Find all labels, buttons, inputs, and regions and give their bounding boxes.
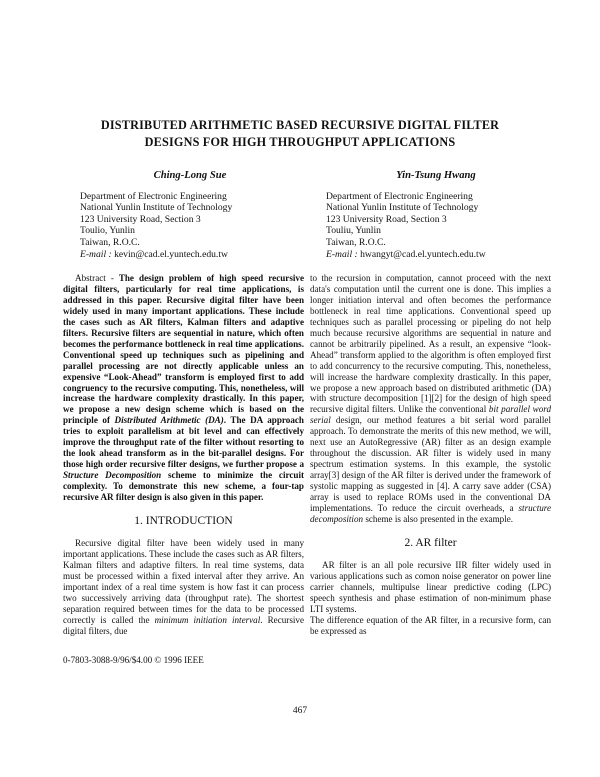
abstract-da-term: Distributed Arithmetic (DA): [114, 415, 224, 426]
abstract-text-a: The design problem of high speed recursive digital filters, particularly for real time applications, is addressed in this paper. Recursive digital filter have been widely used in many important applications. These include the cases such as AR filters, Kalman filters and adaptive filters. Recursive filters are sequential in nature, which often becomes the performance bottleneck in real time applications. Conventional speed up techniques such as pipelining and parallel processing are not directly applicable unless an expensive “Look-Ahead” transform is employed first to add congruency to the recursive computing. This, nonetheless, will increase the hardware complexity drastically. In this paper, we propose a new design scheme which is based on the principle of: [63, 273, 304, 426]
author-email-label: E-mail :: [80, 248, 112, 260]
continued-paragraph: [310, 273, 551, 525]
copyright-notice: 0-7803-3088-9/96/$4.00 © 1996 IEEE: [63, 655, 204, 665]
cont-term-1: bit parallel word serial: [310, 404, 552, 426]
ar-filter-paragraph-1: AR filter is an all pole recursive IIR filter widely used in various applications such as comon noise generator on power line carrier channels, multipulse linear predictive coding (LPC) speech synthesis and phase estimation of non-minimum phase LTI systems.: [310, 559, 551, 614]
cont-text-a: to the recursion in computation, cannot proceed with the next data's computation until the current one is done. This implies a longer initiation interval and often becomes the performance bottleneck in real time applications. Conventional speed up techniques such as parallel processing or pipeling do not help much because recursive algorithms are sequential in nature and cannot be arbitrarily pipelined. As a result, an expensive “look-Ahead” transform applied to the algorithm is often employed first to add concurrency to the recursive computing. This, nonetheless, will increase the hardware complexity drastically. In this paper, we propose a new approach based on distributed arithmetic (DA) with structure decomposition [1][2] for the design of high speed recursive digital filters. Unlike the conventional: [310, 273, 551, 415]
abstract-label: Abstract -: [75, 273, 114, 283]
author-institute: National Yunlin Institute of Technology: [326, 202, 479, 214]
ar-filter-paragraph-2: The difference equation of the AR filter, in a recursive form, can be expressed as: [310, 614, 551, 636]
author-name: Ching-Long Sue: [153, 170, 227, 181]
title-line-2: DESIGNS FOR HIGH THROUGHPUT APPLICATIONS: [144, 135, 456, 149]
section-heading-ar-filter: 2. AR filter: [404, 536, 457, 549]
abstract: [63, 273, 304, 503]
cont-text-c: scheme is also presented in the example.: [363, 513, 514, 524]
author-email: kevin@cad.el.yuntech.edu.tw: [114, 248, 228, 260]
section-heading-introduction: 1. INTRODUCTION: [134, 515, 233, 528]
author-email-line: [326, 249, 546, 261]
author-block-2: [326, 170, 546, 260]
abstract-sd-term: Structure Decomposition: [63, 470, 162, 481]
author-email-line: [80, 249, 300, 261]
intro-text-b: . Recursive digital filters, due: [63, 614, 304, 636]
paper-title: [40, 117, 560, 151]
title-line-1: DISTRIBUTED ARITHMETIC BASED RECURSIVE DIGITAL FILTER: [100, 118, 500, 132]
left-column: [63, 273, 304, 637]
intro-term: minimum initiation interval: [154, 614, 261, 625]
author-email-label: E-mail :: [326, 248, 358, 260]
author-address: 123 University Road, Section 3: [80, 213, 201, 225]
abstract-text-b: . The DA approach tries to exploit parallelism at bit level and can effectively improve the throughput rate of the filter without resorting to the look ahead transform as in the bit-parallel designs. For those high order recursive filter designs, we further propose a: [63, 415, 304, 470]
author-institute: National Yunlin Institute of Technology: [80, 202, 233, 214]
author-dept: Department of Electronic Engineering: [326, 190, 473, 202]
author-address: 123 University Road, Section 3: [326, 213, 447, 225]
cont-text-b: design, our method features a bit serial word parallel approach. To demonstrate the merits of this new method, we will, next use an AutoRegressive (AR) filter as an design example throughout the discussion. AR filter is widely used in many spectrum estimation systems. In this example, the systolic array[3] design of the AR filter is derived under the framework of systolic mapping as suggested in [4]. A carry save adder (CSA) array is used to replace ROMs used in the conventional DA implementations. To reduce the circuit overheads, a: [310, 415, 551, 514]
right-column: [310, 273, 551, 637]
author-name: Yin-Tsung Hwang: [396, 170, 476, 181]
author-country: Taiwan, R.O.C.: [80, 236, 140, 248]
intro-text-a: Recursive digital filter have been widely used in many important applications. These include the cases such as AR filters, Kalman filters and adaptive filters. In real time systems, data must be processed within a fixed interval after they arrive. An important index of a real time system is how fast it can process two successively arriving data (throughput rate). The shortest separation required between times for the data to be processed correctly is called the: [63, 538, 304, 625]
author-city: Toulio, Yunlin: [80, 225, 135, 237]
abstract-text-c: scheme to minimize the circuit complexity. To demonstrate this new scheme, a four-tap recursive AR filter design is also given in this paper.: [63, 470, 304, 503]
intro-paragraph: [63, 538, 304, 637]
page-number: 467: [292, 706, 308, 716]
author-dept: Department of Electronic Engineering: [80, 190, 227, 202]
author-city: Touliu, Yunlin: [326, 225, 381, 237]
author-block-1: [80, 170, 300, 260]
author-email: hwangyt@cad.el.yuntech.edu.tw: [360, 248, 486, 260]
author-country: Taiwan, R.O.C.: [326, 236, 386, 248]
cont-term-2: structure decomposition: [310, 503, 551, 524]
